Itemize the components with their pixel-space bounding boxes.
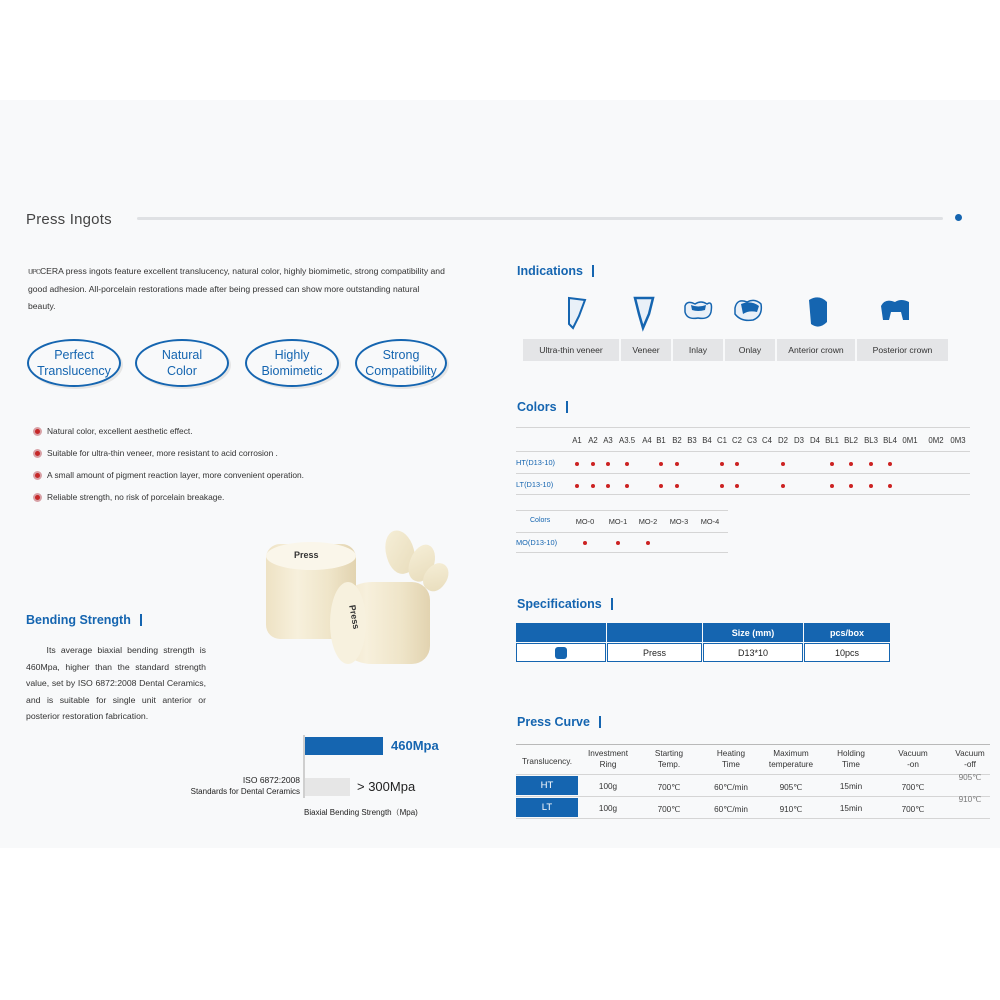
bending-strength-text: Its average biaxial bending strength is 460Mpa, higher than the standard strength value, set by ISO 6872:2008 Dental Ceramics, and is suitable for single unit anterior or posterior restoration fabrication. (26, 645, 206, 721)
shade-dot (830, 484, 834, 488)
shade-b2: B2 (672, 436, 682, 445)
page-title: Press Ingots (26, 211, 112, 228)
press-curve-header: Heating Time (716, 749, 746, 769)
press-curve-header: Vacuum -off (955, 749, 985, 769)
shade-0m3: 0M3 (950, 436, 966, 445)
iso-standard-sublabel: Standards for Dental Ceramics (190, 787, 300, 796)
bending-strength-title: Bending Strength (26, 613, 142, 627)
shade-c2: C2 (732, 436, 742, 445)
indication-posterior-crown: Posterior crown (857, 339, 948, 361)
press-curve-cell: 100g (598, 804, 618, 813)
indications-strip (523, 339, 948, 361)
shade-dot (869, 462, 873, 466)
press-curve-cell: 910℃ (779, 805, 803, 814)
anterior-crown-icon (809, 297, 827, 326)
title-divider (137, 217, 943, 220)
shade-dot (720, 484, 724, 488)
shade-dot (606, 484, 610, 488)
feature-item: Reliable strength, no risk of porcelain breakage. (33, 486, 304, 508)
shade-d3: D3 (794, 436, 804, 445)
spec-size: D13*10 (703, 643, 803, 662)
shade-dot (606, 462, 610, 466)
press-curve-cell: 15min (839, 804, 863, 813)
press-curve-cell: 700℃ (657, 783, 681, 792)
ultra-thin-veneer-icon (569, 298, 585, 328)
shade-dot (849, 462, 853, 466)
bar-iso-label: > 300Mpa (357, 779, 416, 794)
press-curve-ht-label: HT (516, 776, 578, 795)
shade-a2: A2 (588, 436, 598, 445)
shade-bl4: BL4 (883, 436, 897, 445)
press-curve-title: Press Curve (517, 715, 601, 729)
shade-dot (625, 462, 629, 466)
shade-dot (781, 462, 785, 466)
bullet-icon (33, 493, 42, 502)
ingot-label: Press (347, 604, 362, 630)
shade-0m1: 0M1 (902, 436, 918, 445)
bar-upcera-label: 460Mpa (391, 738, 439, 753)
spec-header-pcs: pcs/box (804, 623, 890, 642)
mo-shade-3: MO-3 (669, 517, 689, 526)
ingot-icon (555, 647, 567, 659)
veneer-icon (635, 298, 653, 328)
title-divider-dot (955, 214, 962, 221)
shade-c3: C3 (747, 436, 757, 445)
press-curve-cell: 905℃ (958, 773, 982, 782)
shade-a3-5: A3.5 (619, 436, 636, 445)
indication-ultra-thin-veneer: Ultra-thin veneer (523, 339, 619, 361)
bar-iso-standard (305, 778, 350, 796)
posterior-crown-icon (881, 300, 909, 320)
shade-bl2: BL2 (844, 436, 858, 445)
mo-shade-dot (583, 541, 587, 545)
press-curve-cell: 700℃ (901, 783, 925, 792)
iso-standard-label: ISO 6872:2008 (242, 775, 300, 785)
shade-a4: A4 (642, 436, 652, 445)
shade-dot (830, 462, 834, 466)
shade-dot (781, 484, 785, 488)
bar-upcera (305, 737, 383, 755)
press-curve-cell: 700℃ (657, 805, 681, 814)
shade-dot (735, 462, 739, 466)
bullet-icon (33, 449, 42, 458)
mo-header-label: Colors (530, 517, 551, 524)
shade-b1: B1 (656, 436, 666, 445)
lt-row-label: LT(D13-10) (516, 480, 554, 489)
shade-bl1: BL1 (825, 436, 839, 445)
indication-anterior-crown: Anterior crown (777, 339, 855, 361)
press-curve-cell: 910℃ (958, 795, 982, 804)
spec-header-empty (607, 623, 702, 642)
feature-item: A small amount of pigment reaction layer, more convenient operation. (33, 464, 304, 486)
indication-inlay: Inlay (673, 339, 723, 361)
spec-type: Press (607, 643, 702, 662)
press-curve-header: Translucency. (521, 757, 573, 766)
shade-a3: A3 (603, 436, 613, 445)
feature-item: Natural color, excellent aesthetic effect. (33, 420, 304, 442)
colors-title: Colors (517, 400, 568, 414)
feature-item: Suitable for ultra-thin veneer, more resistant to acid corrosion . (33, 442, 304, 464)
spec-pcs: 10pcs (804, 643, 890, 662)
ingot-label: Press (294, 550, 319, 560)
shade-dot (675, 462, 679, 466)
mo-shade-1: MO-1 (608, 517, 628, 526)
shade-c4: C4 (762, 436, 772, 445)
shade-dot (849, 484, 853, 488)
shade-dot (675, 484, 679, 488)
shade-d4: D4 (810, 436, 820, 445)
specifications-title: Specifications (517, 597, 613, 611)
press-curve-header: Holding Time (837, 749, 865, 769)
shade-dot (659, 462, 663, 466)
shade-dot (591, 484, 595, 488)
mo-shade-0: MO-0 (575, 517, 595, 526)
shade-dot (888, 484, 892, 488)
press-curve-cell: 15min (839, 782, 863, 791)
chart-x-label: Biaxial Bending Strength（Mpa) (304, 808, 418, 817)
brand-logo-text: 𝐔𝐏𝐂 (28, 269, 40, 276)
bullet-icon (33, 471, 42, 480)
spec-header-size: Size (mm) (703, 623, 803, 642)
shade-dot (575, 484, 579, 488)
ht-row-label: HT(D13-10) (516, 458, 556, 467)
badge-biomimetic: Highly Biomimetic (245, 339, 339, 387)
badge-compatibility: Strong Compatibility (355, 339, 447, 387)
press-curve-cell: 60℃/min (714, 805, 748, 814)
shade-0m2: 0M2 (928, 436, 944, 445)
shade-dot (575, 462, 579, 466)
feature-list (33, 420, 304, 508)
indication-onlay: Onlay (725, 339, 775, 361)
press-curve-header: Starting Temp. (654, 749, 684, 769)
shade-d2: D2 (778, 436, 788, 445)
indication-icons (523, 292, 948, 336)
shade-b4: B4 (702, 436, 712, 445)
press-curve-header: Investment Ring (587, 749, 629, 769)
shade-dot (720, 462, 724, 466)
press-curve-cell: 905℃ (779, 783, 803, 792)
press-curve-lt-label: LT (516, 798, 578, 817)
shade-dot (888, 462, 892, 466)
bullet-icon (33, 427, 42, 436)
shade-c1: C1 (717, 436, 727, 445)
shade-bl3: BL3 (864, 436, 878, 445)
mo-shade-2: MO-2 (638, 517, 658, 526)
spec-ingot-icon-cell (516, 643, 606, 662)
mo-shade-dot (646, 541, 650, 545)
shade-dot (591, 462, 595, 466)
ingot-lying (332, 582, 430, 664)
indications-title: Indications (517, 264, 594, 278)
shade-a1: A1 (572, 436, 582, 445)
shade-dot (735, 484, 739, 488)
badge-natural-color: Natural Color (135, 339, 229, 387)
shade-dot (659, 484, 663, 488)
indication-veneer: Veneer (621, 339, 671, 361)
shade-b3: B3 (687, 436, 697, 445)
mo-shade-dot (616, 541, 620, 545)
press-curve-cell: 60℃/min (714, 783, 748, 792)
product-image (262, 522, 462, 672)
mo-shade-4: MO-4 (700, 517, 720, 526)
badge-translucency: Perfect Translucency (27, 339, 121, 387)
shade-dot (869, 484, 873, 488)
intro-paragraph: 𝐔𝐏𝐂CERA press ingots feature excellent translucency, natural color, highly biomimetic, strong compatibility and good adhesion. All-porcelain restorations made after being pressed can show more outstanding natural beauty. (28, 266, 445, 311)
press-curve-cell: 100g (598, 782, 618, 791)
press-curve-header: Maximum temperature (768, 749, 814, 769)
mo-row-label: MO(D13-10) (516, 538, 558, 547)
shade-dot (625, 484, 629, 488)
press-curve-header: Vacuum -on (898, 749, 928, 769)
press-curve-cell: 700℃ (901, 805, 925, 814)
spec-header-empty (516, 623, 606, 642)
